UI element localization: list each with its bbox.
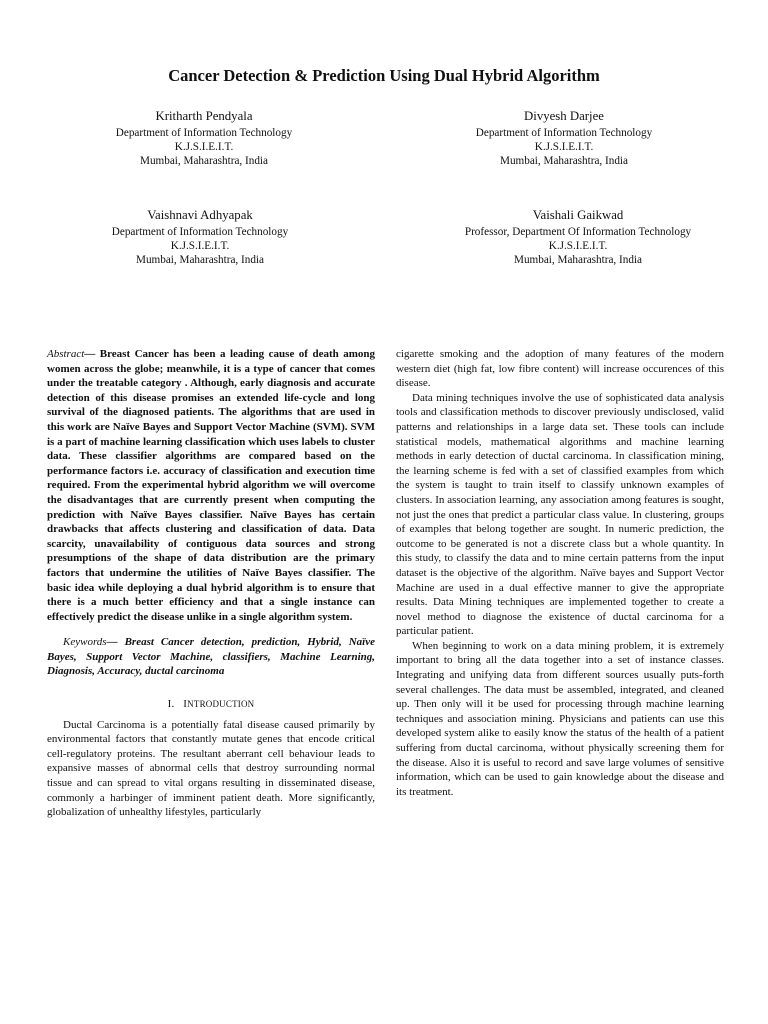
- author-name: Vaishali Gaikwad: [532, 208, 624, 222]
- body-paragraph: Data mining techniques involve the use of sophisticated data analysis tools and classification methods to discover previously undisclosed, valid patterns and relationships in a large data set. These tools can include statistical models, mathematical algorithms and machine learning methods in early detection of ductal carcinoma. In classification mining, the learning scheme is fed with a set of classified examples from which the system is taught to train itself to classify unknown examples of clusters. In association learning, any association among features is sought, not just the ones that predict a particular class value. In clustering, groups of examples that belong together are sought. In numeric prediction, the outcome to be generated is not a discrete class but a whole quantity. In this study, to classify the data and to mine certain patterns from the input dataset is the objective of the algorithm. Naïve bayes and Support Vector Machine are used in a dual effective manner to give the appropriate results. Data Mining techniques are implemented together to create a novel method to diagnose the existence of ductal carcinoma for a particular patient.: [396, 391, 724, 638]
- author-location: Mumbai, Maharashtra, India: [140, 155, 268, 167]
- author-department: Professor, Department Of Information Technology: [464, 226, 692, 238]
- paper-title: Cancer Detection & Prediction Using Dual Hybrid Algorithm: [168, 66, 600, 85]
- author-department: Department of Information Technology: [111, 226, 289, 238]
- author-name: Divyesh Darjee: [524, 109, 604, 123]
- author-block-1: [34, 108, 374, 168]
- right-column: [396, 347, 724, 799]
- author-name: Vaishnavi Adhyapak: [147, 208, 253, 222]
- section-numeral: I.: [167, 698, 175, 711]
- author-institution: K.J.S.I.E.I.T.: [174, 141, 234, 153]
- author-block-4: [408, 207, 748, 267]
- body-paragraph: cigarette smoking and the adoption of many features of the modern western diet (high fat, low fibre content) will increase occurences of this disease.: [396, 348, 724, 390]
- author-location: Mumbai, Maharashtra, India: [514, 254, 642, 266]
- abstract-lead: Abstract: [47, 348, 85, 360]
- body-paragraph: When beginning to work on a data mining problem, it is extremely important to bring all the data together into a set of instance classes. Integrating and unifying data from different sources usually puts-forth several challenges. The data must be assembled, integrated, and cleaned up. Then only will it be used for processing through machine learning techniques and association mining. Physicians and patients can use this developed system alike to easily know the status of the health of a patient suffering from ductal carcinoma, without physically screening them for the disease. Also it is useful to record and save large volumes of sensitive information, which can be used to gain knowledge about the disease and its treatment.: [396, 639, 724, 798]
- author-institution: K.J.S.I.E.I.T.: [548, 240, 608, 252]
- abstract: [47, 347, 375, 624]
- keywords-lead: Keywords: [63, 636, 107, 649]
- author-location: Mumbai, Maharashtra, India: [500, 155, 628, 167]
- section-title-rest: NTRODUCTION: [187, 699, 255, 710]
- body-paragraph: Ductal Carcinoma is a potentially fatal disease caused primarily by environmental factors that constantly mutate genes that encode critical cell-regulatory proteins. The resultant aberrant cell behaviour leads to expansive masses of abnormal cells that destroy surrounding normal tissue and can spread to vital organs resulting in disseminated disease, commonly a harbinger of imminent patient death. More significantly, globalization of unhealthy lifestyles, particularly: [47, 718, 375, 819]
- author-department: Department of Information Technology: [115, 127, 293, 139]
- author-institution: K.J.S.I.E.I.T.: [534, 141, 594, 153]
- author-block-2: [394, 108, 734, 168]
- section-title-initial: I: [183, 698, 188, 711]
- author-location: Mumbai, Maharashtra, India: [136, 254, 264, 266]
- section-heading-introduction: [47, 697, 375, 712]
- left-column: [47, 347, 375, 820]
- author-department: Department of Information Technology: [475, 127, 653, 139]
- keywords-text: — Breast Cancer detection, prediction, Hybrid, Naïve Bayes, Support Vector Machine, classifiers, Machine Learning, Diagnosis, Accuracy, ductal carcinoma: [47, 636, 375, 678]
- keywords: [47, 635, 375, 679]
- abstract-text: — Breast Cancer has been a leading cause of death among women across the globe; meanwhile, it is a type of cancer that comes under the treatable category . Although, early diagnosis and accurate detection of this disease promises an extended life-cycle and long survival of the diagnosed patients. The algorithms that are used in this work are Naïve Bayes and Support Vector Machine (SVM). SVM is a part of machine learning classification which uses labels to cluster data. These classifier algorithms are compared based on the performance factors i.e. accuracy of classification and execution time required. From the experimental hybrid algorithm we will overcome the disadvantages that are currently present when computing the prediction with Naïve Bayes classifier. Naïve Bayes has certain drawbacks that affects clustering and classification of data. Data scarcity, unavailability of contiguous data sources and strong presumptions of the shape of data distribution are the primary factors that undermine the utilities of Naïve Bayes classifier. The basic idea while deploying a dual hybrid algorithm is to ensure that there is a much better efficiency and that a single instance can effectively predict the disease unlike in a single algorithm system.: [47, 348, 375, 623]
- author-institution: K.J.S.I.E.I.T.: [170, 240, 230, 252]
- author-block-3: [30, 207, 370, 267]
- author-name: Kritharth Pendyala: [155, 109, 253, 123]
